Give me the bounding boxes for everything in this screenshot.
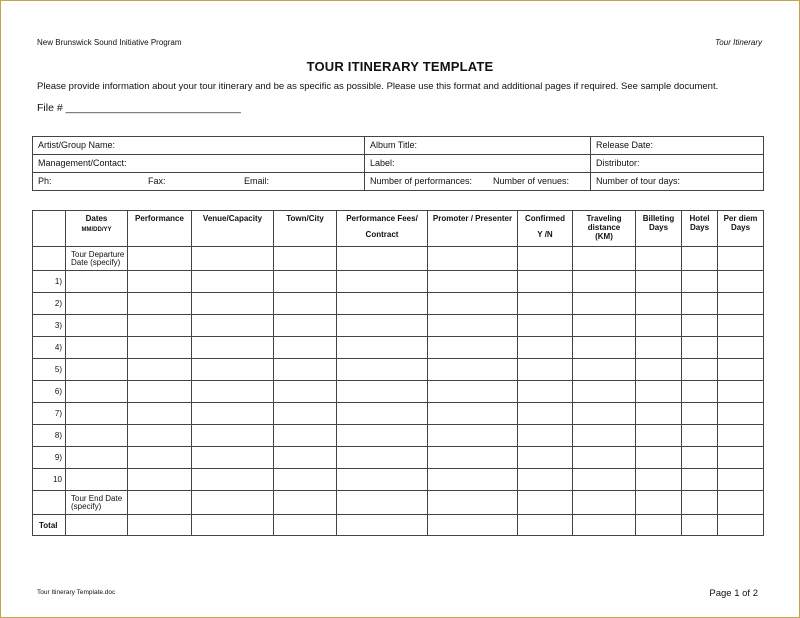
- itinerary-cell[interactable]: [128, 425, 192, 447]
- itinerary-cell[interactable]: [518, 447, 573, 469]
- row-number: 7): [33, 403, 66, 425]
- itinerary-cell[interactable]: [518, 469, 573, 491]
- itinerary-row: [33, 315, 764, 337]
- itinerary-cell[interactable]: [337, 425, 428, 447]
- row-number: 9): [33, 447, 66, 469]
- itinerary-cell[interactable]: [718, 403, 764, 425]
- itinerary-cell[interactable]: [337, 469, 428, 491]
- itinerary-cell[interactable]: [518, 381, 573, 403]
- itinerary-cell[interactable]: [192, 293, 274, 315]
- itinerary-cell[interactable]: [66, 337, 128, 359]
- release-date-field[interactable]: Release Date:: [591, 137, 764, 155]
- itinerary-cell[interactable]: [192, 315, 274, 337]
- itinerary-cell[interactable]: [682, 381, 718, 403]
- itinerary-cell[interactable]: [192, 425, 274, 447]
- itinerary-cell[interactable]: [718, 359, 764, 381]
- file-number-line: File # ______________________________: [37, 102, 241, 114]
- itinerary-header-row: [33, 211, 764, 247]
- row-number: 8): [33, 425, 66, 447]
- itinerary-cell[interactable]: [682, 469, 718, 491]
- itinerary-cell[interactable]: [636, 337, 682, 359]
- itinerary-cell[interactable]: [718, 293, 764, 315]
- end-date-note: Tour End Date (specify): [66, 491, 128, 515]
- itinerary-cell[interactable]: [192, 447, 274, 469]
- itinerary-cell[interactable]: [274, 359, 337, 381]
- end-date-row: [33, 491, 764, 515]
- itinerary-cell[interactable]: [428, 359, 518, 381]
- itinerary-cell[interactable]: [682, 271, 718, 293]
- traveling-distance-header: Traveling distance (KM): [573, 211, 636, 247]
- phone-label: Ph:: [38, 176, 52, 186]
- itinerary-cell[interactable]: [66, 403, 128, 425]
- itinerary-cell[interactable]: [66, 381, 128, 403]
- itinerary-cell[interactable]: [192, 403, 274, 425]
- itinerary-cell[interactable]: [718, 469, 764, 491]
- itinerary-cell[interactable]: [518, 403, 573, 425]
- itinerary-cell[interactable]: [573, 359, 636, 381]
- itinerary-row: [33, 447, 764, 469]
- artist-info-table: [32, 136, 764, 191]
- itinerary-cell[interactable]: [682, 337, 718, 359]
- itinerary-cell[interactable]: [337, 381, 428, 403]
- itinerary-cell[interactable]: [428, 403, 518, 425]
- itinerary-row: [33, 469, 764, 491]
- itinerary-cell[interactable]: [518, 293, 573, 315]
- itinerary-cell[interactable]: [636, 447, 682, 469]
- row-number: 1): [33, 271, 66, 293]
- email-label: Email:: [244, 176, 270, 186]
- row-number: 2): [33, 293, 66, 315]
- itinerary-cell[interactable]: [636, 425, 682, 447]
- itinerary-cell[interactable]: [636, 359, 682, 381]
- itinerary-cell[interactable]: [66, 469, 128, 491]
- itinerary-cell[interactable]: [518, 271, 573, 293]
- itinerary-cell[interactable]: [718, 381, 764, 403]
- document-label: Tour Itinerary: [715, 38, 762, 47]
- itinerary-row: [33, 381, 764, 403]
- itinerary-cell[interactable]: [192, 381, 274, 403]
- page-title: TOUR ITINERARY TEMPLATE: [306, 59, 494, 74]
- itinerary-cell[interactable]: [128, 469, 192, 491]
- departure-row: [33, 247, 764, 271]
- itinerary-cell[interactable]: [337, 271, 428, 293]
- itinerary-cell[interactable]: [337, 315, 428, 337]
- itinerary-cell[interactable]: [573, 469, 636, 491]
- itinerary-cell[interactable]: [636, 315, 682, 337]
- itinerary-cell[interactable]: [682, 293, 718, 315]
- departure-note: Tour Departure Date (specify): [66, 247, 128, 271]
- itinerary-cell[interactable]: [682, 315, 718, 337]
- itinerary-cell[interactable]: [573, 293, 636, 315]
- itinerary-cell[interactable]: [636, 271, 682, 293]
- itinerary-cell[interactable]: [518, 425, 573, 447]
- footer-filename: Tour Itinerary Template.doc: [37, 589, 116, 596]
- itinerary-cell[interactable]: [274, 337, 337, 359]
- itinerary-cell[interactable]: [192, 337, 274, 359]
- itinerary-cell[interactable]: [682, 403, 718, 425]
- itinerary-cell[interactable]: [274, 447, 337, 469]
- fax-label: Fax:: [148, 176, 166, 186]
- itinerary-cell[interactable]: [573, 403, 636, 425]
- row-number: 10: [33, 469, 66, 491]
- venue-capacity-header: Venue/Capacity: [192, 211, 274, 247]
- instructions: Please provide information about your tour itinerary and be as specific as possible. Please use this format and additional pages if required. See sample document.: [37, 81, 719, 92]
- itinerary-cell[interactable]: [682, 359, 718, 381]
- itinerary-row: [33, 425, 764, 447]
- itinerary-cell[interactable]: [128, 447, 192, 469]
- itinerary-cell[interactable]: [192, 469, 274, 491]
- itinerary-cell[interactable]: [518, 337, 573, 359]
- management-contact-field[interactable]: Management/Contact:: [33, 155, 365, 173]
- total-label: Total: [33, 515, 66, 536]
- fees-header: Performance Fees/ Contract: [337, 211, 428, 247]
- itinerary-cell[interactable]: [192, 359, 274, 381]
- itinerary-cell[interactable]: [573, 425, 636, 447]
- row-number: 3): [33, 315, 66, 337]
- itinerary-cell[interactable]: [718, 425, 764, 447]
- itinerary-cell[interactable]: [66, 293, 128, 315]
- itinerary-cell[interactable]: [682, 447, 718, 469]
- itinerary-cell[interactable]: [128, 359, 192, 381]
- itinerary-cell[interactable]: [128, 403, 192, 425]
- itinerary-cell[interactable]: [573, 315, 636, 337]
- itinerary-cell[interactable]: [337, 359, 428, 381]
- itinerary-row: [33, 271, 764, 293]
- itinerary-cell[interactable]: [573, 381, 636, 403]
- itinerary-cell[interactable]: [636, 381, 682, 403]
- label-field[interactable]: Label:: [365, 155, 591, 173]
- itinerary-cell[interactable]: [274, 403, 337, 425]
- itinerary-cell[interactable]: [66, 359, 128, 381]
- itinerary-cell[interactable]: [274, 315, 337, 337]
- artist-name-field[interactable]: Artist/Group Name:: [33, 137, 365, 155]
- itinerary-cell[interactable]: [337, 293, 428, 315]
- itinerary-cell[interactable]: [428, 315, 518, 337]
- footer-page-number: Page 1 of 2: [709, 588, 758, 599]
- itinerary-cell[interactable]: [274, 469, 337, 491]
- itinerary-cell[interactable]: [518, 359, 573, 381]
- itinerary-cell[interactable]: [128, 315, 192, 337]
- itinerary-cell[interactable]: [428, 337, 518, 359]
- itinerary-cell[interactable]: [66, 425, 128, 447]
- itinerary-cell[interactable]: [718, 337, 764, 359]
- hotel-days-header: Hotel Days: [682, 211, 718, 247]
- itinerary-cell[interactable]: [428, 447, 518, 469]
- dates-header: Dates MM/DD/YY: [66, 211, 128, 247]
- promoter-header: Promoter / Presenter: [428, 211, 518, 247]
- itinerary-table: [32, 210, 764, 536]
- itinerary-cell[interactable]: [128, 271, 192, 293]
- per-diem-header: Per diem Days: [718, 211, 764, 247]
- counts-field[interactable]: [365, 173, 591, 191]
- itinerary-row: [33, 403, 764, 425]
- itinerary-cell[interactable]: [636, 469, 682, 491]
- itinerary-cell[interactable]: [428, 469, 518, 491]
- itinerary-cell[interactable]: [66, 447, 128, 469]
- performance-header: Performance: [128, 211, 192, 247]
- itinerary-row: [33, 337, 764, 359]
- row-number: 5): [33, 359, 66, 381]
- itinerary-cell[interactable]: [128, 381, 192, 403]
- album-title-field[interactable]: Album Title:: [365, 137, 591, 155]
- itinerary-cell[interactable]: [274, 271, 337, 293]
- itinerary-cell[interactable]: [66, 315, 128, 337]
- tour-days-field[interactable]: Number of tour days:: [591, 173, 764, 191]
- num-venues-label: Number of venues:: [493, 176, 570, 186]
- itinerary-cell[interactable]: [128, 293, 192, 315]
- itinerary-cell[interactable]: [428, 425, 518, 447]
- row-number: 6): [33, 381, 66, 403]
- itinerary-row: [33, 359, 764, 381]
- itinerary-cell[interactable]: [636, 403, 682, 425]
- itinerary-cell[interactable]: [718, 315, 764, 337]
- itinerary-cell[interactable]: [573, 271, 636, 293]
- itinerary-cell[interactable]: [428, 271, 518, 293]
- itinerary-cell[interactable]: [274, 425, 337, 447]
- itinerary-cell[interactable]: [636, 293, 682, 315]
- town-city-header: Town/City: [274, 211, 337, 247]
- itinerary-row: [33, 293, 764, 315]
- itinerary-cell[interactable]: [428, 293, 518, 315]
- itinerary-cell[interactable]: [518, 315, 573, 337]
- itinerary-cell[interactable]: [337, 403, 428, 425]
- total-row: [33, 515, 764, 536]
- itinerary-cell[interactable]: [337, 447, 428, 469]
- itinerary-cell[interactable]: [274, 381, 337, 403]
- num-performances-label: Number of performances:: [370, 176, 473, 186]
- distributor-field[interactable]: Distributor:: [591, 155, 764, 173]
- itinerary-cell[interactable]: [718, 271, 764, 293]
- itinerary-cell[interactable]: [66, 271, 128, 293]
- itinerary-cell[interactable]: [573, 447, 636, 469]
- itinerary-cell[interactable]: [718, 447, 764, 469]
- confirmed-header: Confirmed Y /N: [518, 211, 573, 247]
- itinerary-cell[interactable]: [573, 337, 636, 359]
- row-number: 4): [33, 337, 66, 359]
- itinerary-cell[interactable]: [128, 337, 192, 359]
- itinerary-cell[interactable]: [337, 337, 428, 359]
- itinerary-cell[interactable]: [274, 293, 337, 315]
- program-name: New Brunswick Sound Initiative Program: [37, 38, 182, 47]
- billeting-days-header: Billeting Days: [636, 211, 682, 247]
- contact-numbers-field[interactable]: [33, 173, 365, 191]
- itinerary-cell[interactable]: [682, 425, 718, 447]
- itinerary-cell[interactable]: [428, 381, 518, 403]
- blank-header: [33, 211, 66, 247]
- itinerary-cell[interactable]: [192, 271, 274, 293]
